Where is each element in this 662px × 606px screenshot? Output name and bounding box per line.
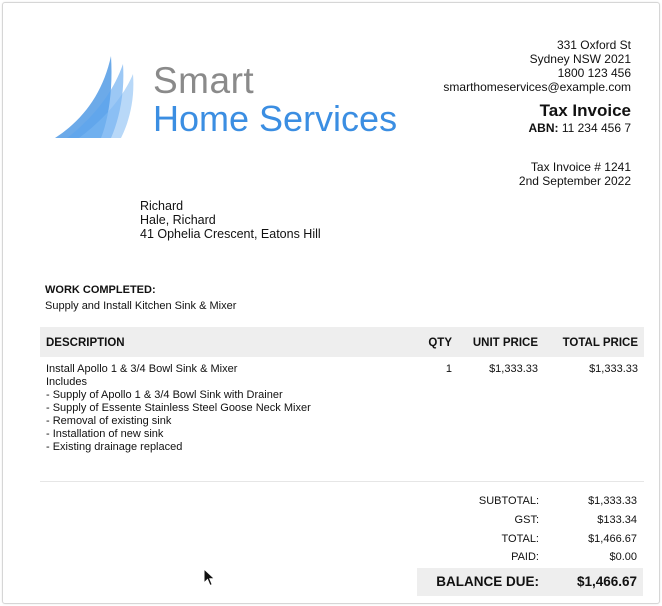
company-address-line1: 331 Oxford St [556,38,631,52]
work-completed [45,282,236,314]
gst-label: GST: [514,514,539,526]
subtotal-row [403,495,643,513]
paid-row [403,551,643,569]
company-address-line2: Sydney NSW 2021 [529,52,631,66]
item-qty: 1 [445,363,452,375]
work-completed-title: WORK COMPLETED: [45,284,156,296]
invoice-date: 2nd September 2022 [518,174,631,188]
company-address [443,38,631,94]
paid-label: PAID: [511,551,539,563]
items-table-header [40,327,644,357]
gst-value: $133.34 [597,514,637,526]
customer-line3: 41 Ophelia Crescent, Eatons Hill [140,227,321,241]
item-description-line: - Installation of new sink [46,428,164,440]
header-description: DESCRIPTION [46,337,125,349]
customer-line2: Hale, Richard [140,213,216,227]
table-divider [40,481,644,482]
invoice-number: Tax Invoice # 1241 [530,160,631,174]
header-unit-price: UNIT PRICE [472,337,538,349]
mouse-pointer-icon [203,568,217,588]
invoice-meta [519,160,631,188]
item-description-line: - Supply of Apollo 1 & 3/4 Bowl Sink with Drainer [46,389,283,401]
item-unit-price: $1,333.33 [489,363,538,375]
header-qty: QTY [428,337,452,349]
gst-row [403,514,643,532]
subtotal-value: $1,333.33 [588,495,637,507]
sail-logo-icon [53,48,153,143]
total-label: TOTAL: [501,533,539,545]
item-description-line: - Existing drainage replaced [46,441,183,453]
item-total-price: $1,333.33 [589,363,638,375]
total-value: $1,466.67 [588,533,637,545]
abn-label: ABN: [528,121,559,135]
customer-address [140,199,321,241]
invoice-title: Tax Invoice [539,101,631,120]
logo-text-smart: Smart [153,60,255,101]
balance-due-label: BALANCE DUE: [436,574,539,589]
abn-value: 11 234 456 7 [558,121,631,135]
company-email: smarthomeservices@example.com [443,80,631,94]
total-row [403,533,643,551]
invoice-page [2,2,660,604]
item-description-line: - Supply of Essente Stainless Steel Goose Neck Mixer [46,402,311,414]
logo-text-home-services: Home Services [153,98,398,139]
work-completed-summary: Supply and Install Kitchen Sink & Mixer [45,300,237,312]
company-logo [53,48,413,143]
invoice-heading [528,101,631,135]
item-description [46,363,311,454]
balance-due-value: $1,466.67 [576,574,637,589]
header-total-price: TOTAL PRICE [562,337,638,349]
subtotal-label: SUBTOTAL: [478,495,539,507]
abn [528,121,631,135]
balance-due-row [417,568,643,596]
paid-value: $0.00 [609,551,637,563]
item-description-line: - Removal of existing sink [46,415,172,427]
item-description-line: Install Apollo 1 & 3/4 Bowl Sink & Mixer [46,363,238,375]
item-description-line: Includes [46,376,87,388]
company-phone: 1800 123 456 [557,66,631,80]
customer-line1: Richard [140,199,184,213]
